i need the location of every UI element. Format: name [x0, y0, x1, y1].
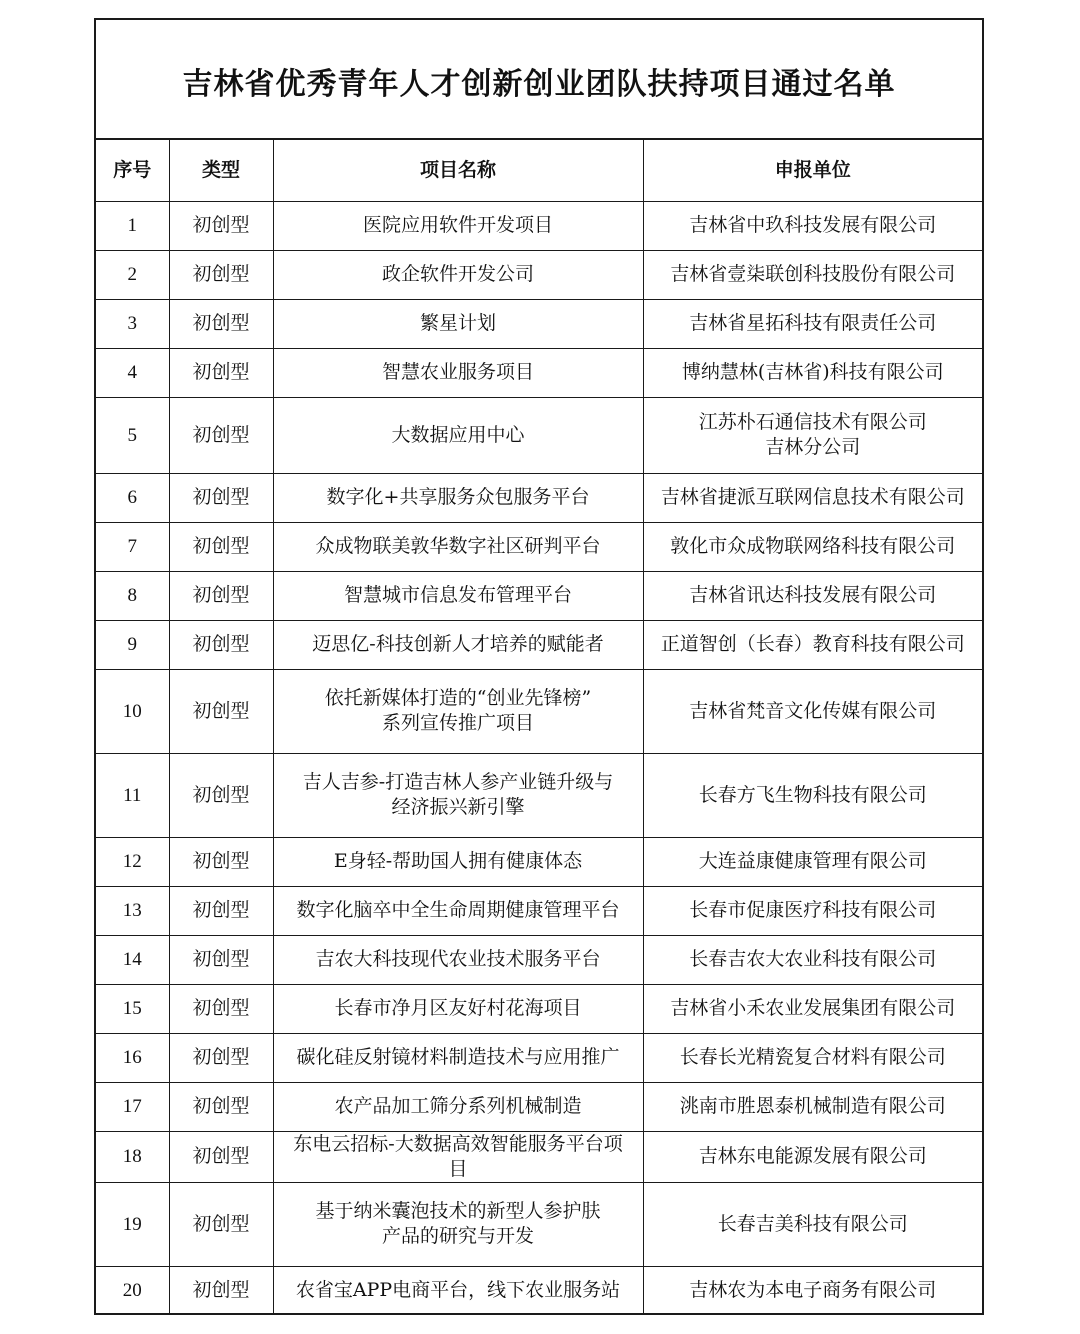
table-row: [96, 1266, 982, 1315]
row-number: 7: [96, 522, 169, 571]
table-row: [96, 669, 982, 753]
applicant-unit-line: 吉林省壹柒联创科技股份有限公司: [670, 263, 956, 285]
row-type: 初创型: [169, 522, 273, 571]
row-project-name: [273, 571, 643, 620]
applicant-unit-line: 吉林省捷派互联网信息技术有限公司: [660, 486, 965, 508]
row-number: 2: [96, 250, 169, 299]
project-name-line: 碳化硅反射镜材料制造技术与应用推广: [296, 1046, 620, 1068]
row-project-name: [273, 201, 643, 250]
table-row: [96, 753, 982, 837]
row-applicant-unit: [643, 935, 982, 984]
row-type: 初创型: [169, 837, 273, 886]
row-applicant-unit: [643, 571, 982, 620]
table-body: [96, 201, 982, 1315]
row-project-name: [273, 1033, 643, 1082]
applicant-unit-line: 吉林省中玖科技发展有限公司: [689, 214, 937, 236]
applicant-unit-line: 敦化市众成物联网络科技有限公司: [670, 535, 956, 557]
row-applicant-unit: [643, 201, 982, 250]
row-applicant-unit: [643, 669, 982, 753]
applicant-unit-line: 长春吉农大农业科技有限公司: [689, 948, 937, 970]
project-name-line: 系列宣传推广项目: [381, 712, 534, 734]
row-applicant-unit: [643, 250, 982, 299]
project-name-line: 繁星计划: [419, 312, 496, 334]
project-name-line: E身轻-帮助国人拥有健康体态: [333, 850, 583, 872]
row-type: 初创型: [169, 250, 273, 299]
row-type: 初创型: [169, 1033, 273, 1082]
header-number: 序号: [96, 140, 169, 201]
row-type: 初创型: [169, 1266, 273, 1315]
row-applicant-unit: [643, 348, 982, 397]
row-number: 3: [96, 299, 169, 348]
project-name-line: 迈思亿-科技创新人才培养的赋能者: [312, 633, 604, 655]
row-applicant-unit: [643, 984, 982, 1033]
row-project-name: [273, 753, 643, 837]
row-number: 6: [96, 473, 169, 522]
row-applicant-unit: [643, 522, 982, 571]
row-project-name: [273, 837, 643, 886]
row-project-name: [273, 1266, 643, 1315]
row-type: 初创型: [169, 1131, 273, 1182]
row-project-name: [273, 935, 643, 984]
row-project-name: [273, 522, 643, 571]
project-name-line: 医院应用软件开发项目: [362, 214, 553, 236]
row-number: 13: [96, 886, 169, 935]
row-number: 14: [96, 935, 169, 984]
row-applicant-unit: [643, 886, 982, 935]
row-project-name: [273, 1182, 643, 1266]
header-type: 类型: [169, 140, 273, 201]
project-name-line: 依托新媒体打造的“创业先锋榜”: [324, 687, 592, 709]
table-row: [96, 473, 982, 522]
applicant-unit-line: 吉林分公司: [765, 436, 861, 458]
table-row: [96, 348, 982, 397]
row-project-name: [273, 620, 643, 669]
row-project-name: [273, 1082, 643, 1131]
row-number: 12: [96, 837, 169, 886]
row-applicant-unit: [643, 1131, 982, 1182]
row-type: 初创型: [169, 984, 273, 1033]
row-type: 初创型: [169, 473, 273, 522]
project-name-line: 吉农大科技现代农业技术服务平台: [315, 948, 601, 970]
project-name-line: 农产品加工筛分系列机械制造: [334, 1095, 582, 1117]
project-name-line: 东电云招标-大数据高效智能服务平台项: [293, 1132, 623, 1155]
row-type: 初创型: [169, 571, 273, 620]
row-number: 11: [96, 753, 169, 837]
row-number: 8: [96, 571, 169, 620]
project-name-line: 长春市净月区友好村花海项目: [334, 997, 582, 1019]
row-applicant-unit: [643, 753, 982, 837]
row-type: 初创型: [169, 1082, 273, 1131]
row-number: 15: [96, 984, 169, 1033]
page-title: 吉林省优秀青年人才创新创业团队扶持项目通过名单: [182, 67, 896, 102]
project-name-line: 数字化脑卒中全生命周期健康管理平台: [296, 899, 620, 921]
applicant-unit-line: 正道智创（长春）教育科技有限公司: [660, 633, 965, 655]
project-name-line: 基于纳米囊泡技术的新型人参护肤: [315, 1200, 601, 1222]
project-name-line: 众成物联美敦华数字社区研判平台: [315, 535, 601, 557]
header-applicant-unit: 申报单位: [643, 140, 982, 201]
project-name-line: 目: [448, 1157, 468, 1180]
table-row: [96, 886, 982, 935]
row-type: 初创型: [169, 669, 273, 753]
row-type: 初创型: [169, 753, 273, 837]
project-name-line: 吉人吉参-打造吉林人参产业链升级与: [302, 771, 614, 793]
row-project-name: [273, 250, 643, 299]
row-applicant-unit: [643, 620, 982, 669]
row-project-name: [273, 299, 643, 348]
document-sheet: [94, 18, 984, 1315]
applicant-unit-line: 大连益康健康管理有限公司: [698, 850, 927, 872]
row-applicant-unit: [643, 299, 982, 348]
project-name-line: 经济振兴新引擎: [391, 796, 525, 818]
table-row: [96, 299, 982, 348]
project-name-line: 数字化+共享服务众包服务平台: [326, 486, 590, 508]
row-type: 初创型: [169, 299, 273, 348]
row-applicant-unit: [643, 1182, 982, 1266]
applicant-unit-line: 洮南市胜恩泰机械制造有限公司: [679, 1095, 946, 1117]
row-number: 9: [96, 620, 169, 669]
table-row: [96, 1182, 982, 1266]
applicant-unit-line: 长春吉美科技有限公司: [717, 1212, 908, 1235]
project-table: [96, 140, 982, 1315]
row-type: 初创型: [169, 620, 273, 669]
project-name-line: 智慧农业服务项目: [381, 361, 534, 383]
row-type: 初创型: [169, 1182, 273, 1266]
row-number: 16: [96, 1033, 169, 1082]
project-name-line: 智慧城市信息发布管理平台: [343, 584, 572, 606]
row-type: 初创型: [169, 935, 273, 984]
applicant-unit-line: 博纳慧林(吉林省)科技有限公司: [681, 361, 944, 383]
row-applicant-unit: [643, 1266, 982, 1315]
row-applicant-unit: [643, 397, 982, 473]
table-header: [96, 140, 982, 201]
row-number: 18: [96, 1131, 169, 1182]
table-row: [96, 571, 982, 620]
row-project-name: [273, 984, 643, 1033]
table-row: [96, 1082, 982, 1131]
table-row: [96, 984, 982, 1033]
row-number: 17: [96, 1082, 169, 1131]
row-type: 初创型: [169, 886, 273, 935]
row-applicant-unit: [643, 1033, 982, 1082]
applicant-unit-line: 吉林东电能源发展有限公司: [698, 1145, 927, 1167]
row-number: 10: [96, 669, 169, 753]
header-project-name: 项目名称: [273, 140, 643, 201]
applicant-unit-line: 吉林省小禾农业发展集团有限公司: [670, 997, 956, 1019]
row-type: 初创型: [169, 201, 273, 250]
row-number: 19: [96, 1182, 169, 1266]
applicant-unit-line: 吉林省讯达科技发展有限公司: [689, 584, 937, 606]
table-row: [96, 397, 982, 473]
row-number: 5: [96, 397, 169, 473]
project-name-line: 农省宝APP电商平台，线下农业服务站: [295, 1279, 621, 1302]
row-project-name: [273, 348, 643, 397]
applicant-unit-line: 吉林省星拓科技有限责任公司: [689, 312, 937, 334]
project-name-line: 产品的研究与开发: [381, 1225, 534, 1247]
row-number: 4: [96, 348, 169, 397]
row-project-name: [273, 473, 643, 522]
row-number: 20: [96, 1266, 169, 1315]
table-row: [96, 1131, 982, 1182]
project-name-line: 大数据应用中心: [391, 423, 525, 446]
applicant-unit-line: 长春市促康医疗科技有限公司: [689, 899, 937, 921]
applicant-unit-line: 吉林省梵音文化传媒有限公司: [689, 699, 937, 722]
row-type: 初创型: [169, 348, 273, 397]
table-row: [96, 522, 982, 571]
row-applicant-unit: [643, 1082, 982, 1131]
row-applicant-unit: [643, 837, 982, 886]
applicant-unit-line: 吉林农为本电子商务有限公司: [689, 1279, 937, 1302]
header-row: [96, 140, 982, 201]
project-name-line: 政企软件开发公司: [381, 263, 534, 285]
title-box: [96, 20, 982, 140]
table-row: [96, 201, 982, 250]
table-row: [96, 620, 982, 669]
row-project-name: [273, 886, 643, 935]
row-applicant-unit: [643, 473, 982, 522]
table-row: [96, 1033, 982, 1082]
applicant-unit-line: 长春方飞生物科技有限公司: [698, 783, 927, 806]
table-row: [96, 250, 982, 299]
applicant-unit-line: 长春长光精瓷复合材料有限公司: [679, 1046, 946, 1068]
row-type: 初创型: [169, 397, 273, 473]
table-row: [96, 935, 982, 984]
table-row: [96, 837, 982, 886]
row-project-name: [273, 669, 643, 753]
row-project-name: [273, 397, 643, 473]
row-project-name: [273, 1131, 643, 1182]
applicant-unit-line: 江苏朴石通信技术有限公司: [698, 411, 927, 433]
row-number: 1: [96, 201, 169, 250]
